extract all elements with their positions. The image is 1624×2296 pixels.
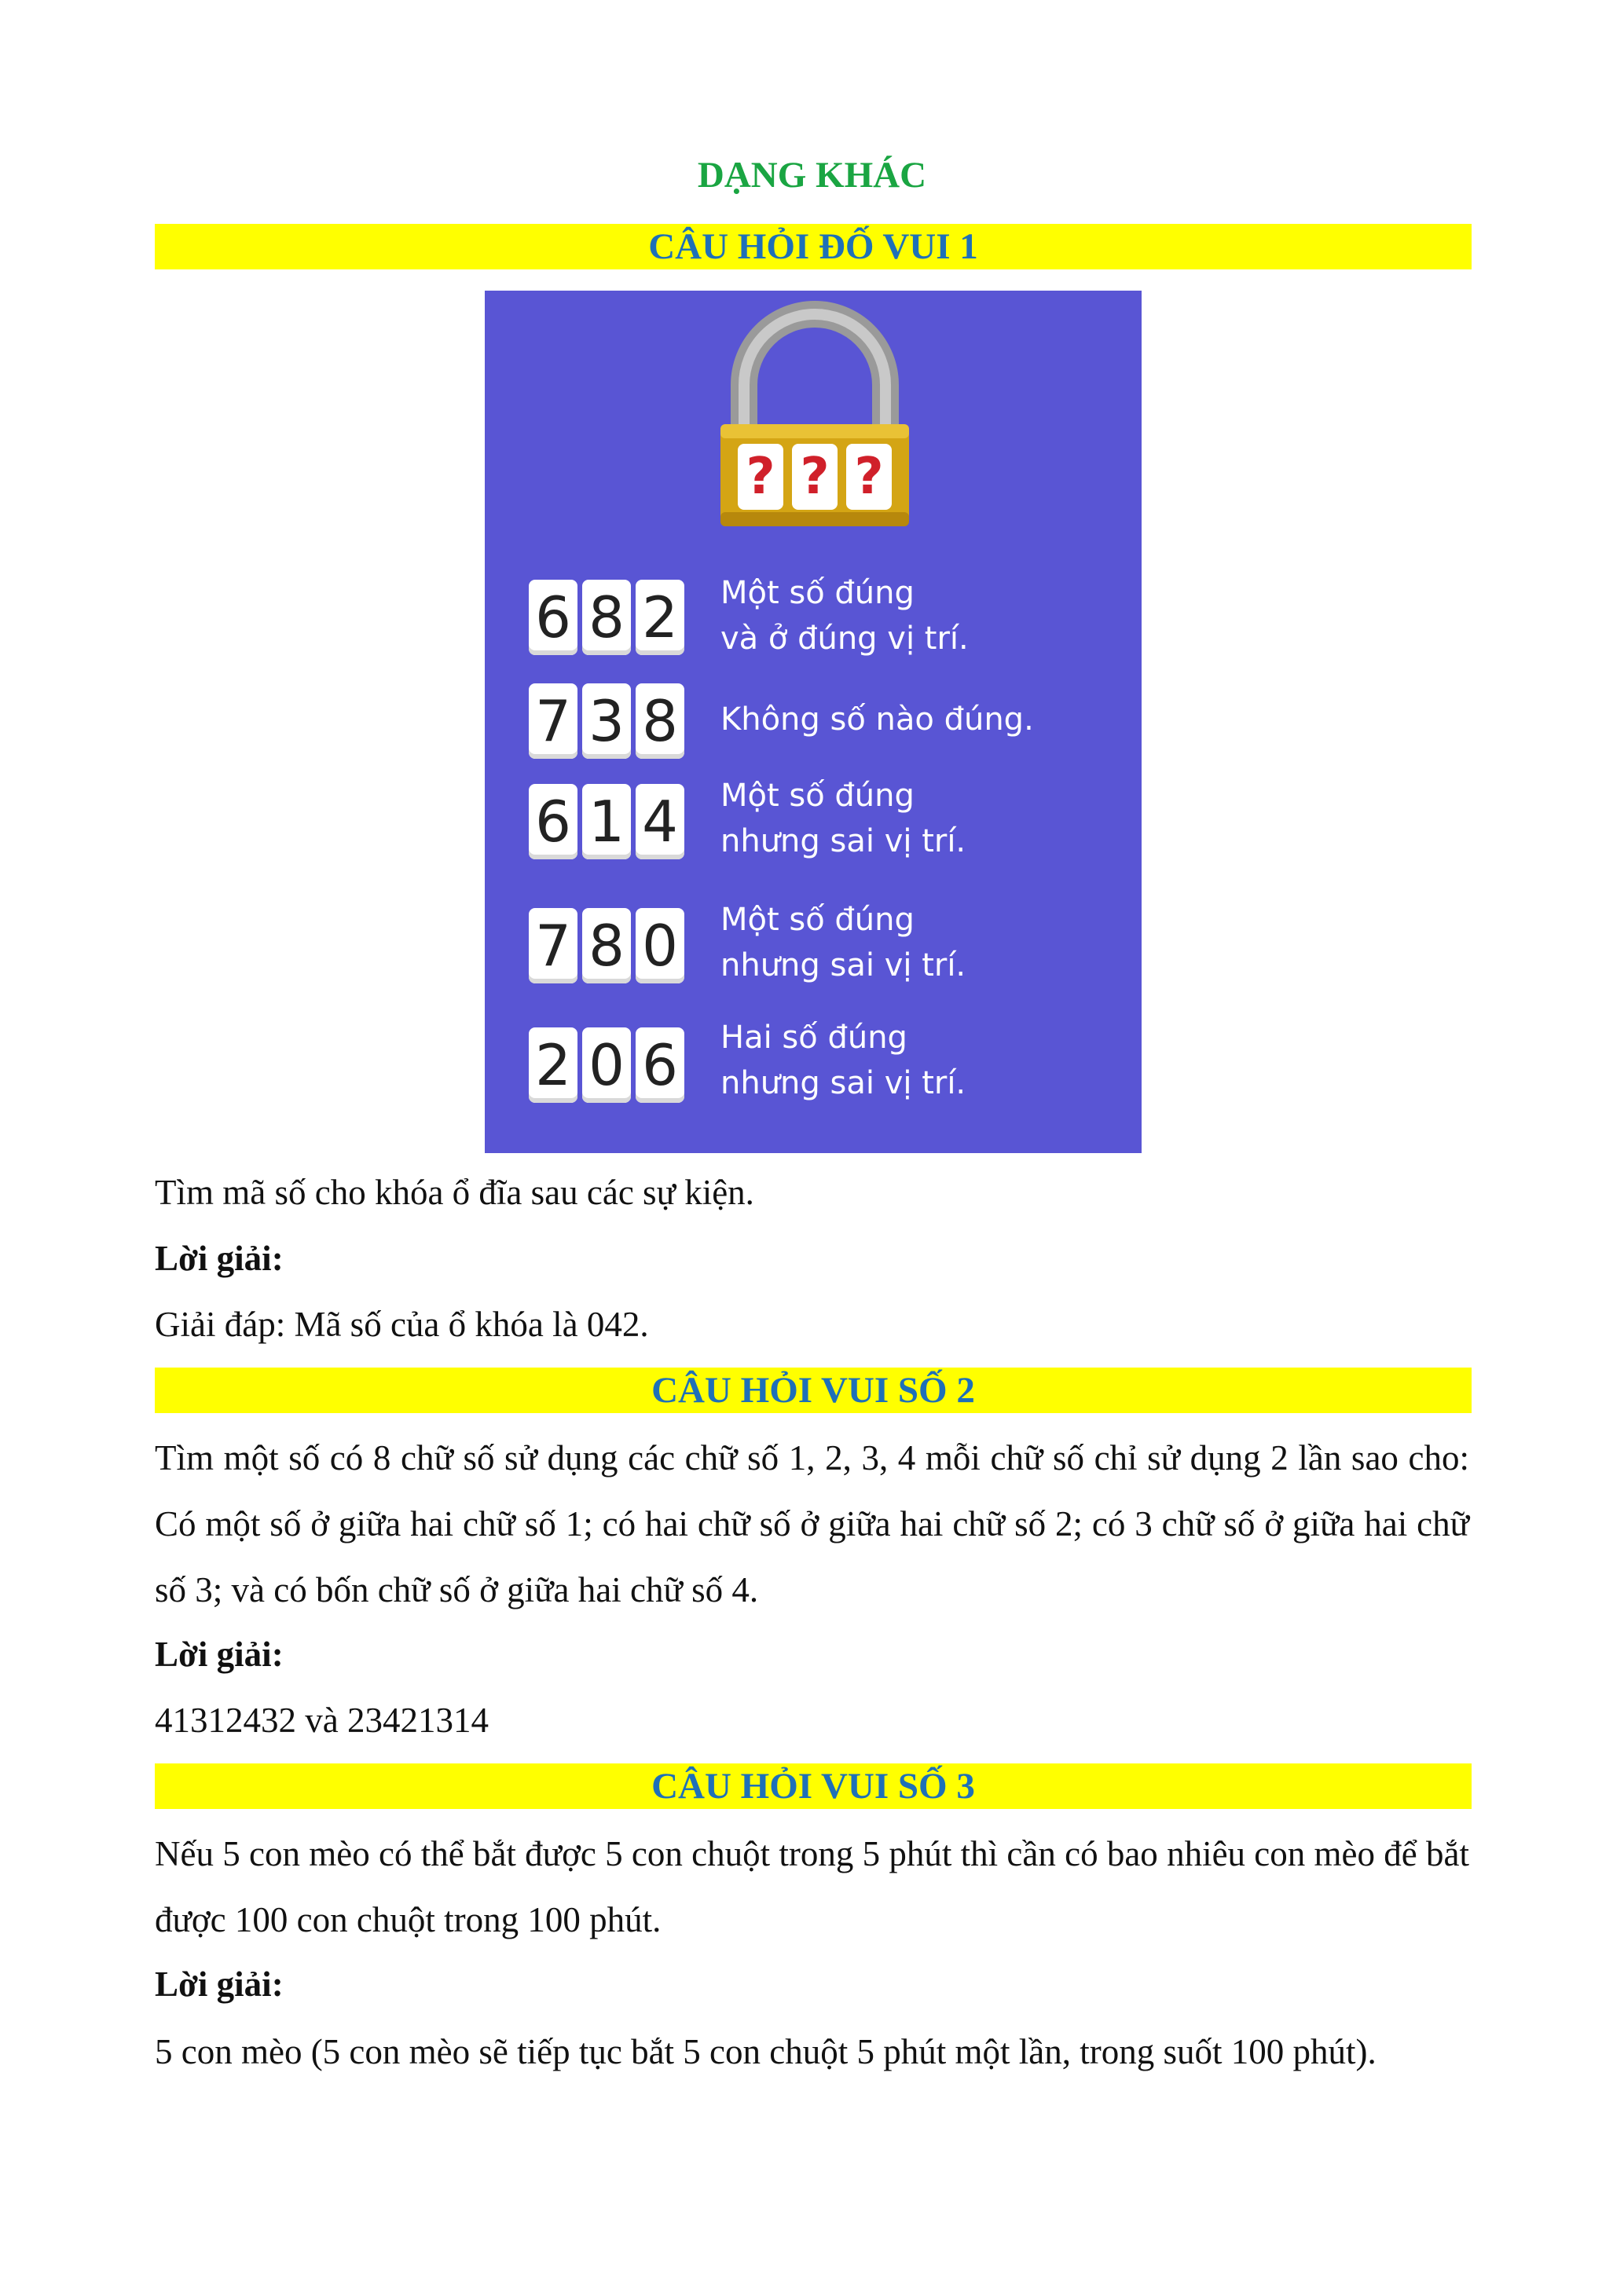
code-digit: 3 [582,683,631,759]
code-digit: 4 [636,784,684,859]
lock-puzzle-image [485,291,1142,1153]
lock-digit: ? [738,444,783,510]
code-digit: 2 [529,1027,577,1103]
hint-text: Hai số đúng [720,1020,907,1056]
code-digit: 8 [582,908,631,983]
answer-text: 41312432 và 23421314 [155,1701,489,1740]
page-title: DẠNG KHÁC [697,155,927,196]
hint-text: nhưng sai vị trí. [720,1065,966,1101]
code-digit: 6 [636,1027,684,1103]
code-digit: 1 [582,784,631,859]
hint-text: nhưng sai vị trí. [720,823,966,859]
solution-label: Lời giải: [155,1239,284,1278]
hint-text: và ở đúng vị trí. [720,621,969,657]
code-digit: 8 [582,580,631,655]
section-3-heading: CÂU HỎI VUI SỐ 3 [155,1763,1472,1809]
section-2-heading: CÂU HỎI VUI SỐ 2 [155,1368,1472,1413]
hint-text: Không số nào đúng. [720,701,1034,738]
lock-digit: ? [792,444,838,510]
code-digit: 7 [529,908,577,983]
section-1-heading: CÂU HỎI ĐỐ VUI 1 [155,224,1472,269]
code-digit: 7 [529,683,577,759]
lock-code-display [738,444,892,510]
hint-text: Một số đúng [720,778,915,814]
solution-label: Lời giải: [155,1635,284,1674]
code-digit: 2 [636,580,684,655]
hint-text: Một số đúng [720,575,915,611]
answer-text: Giải đáp: Mã số của ổ khóa là 042. [155,1305,649,1344]
code-digit: 0 [582,1027,631,1103]
answer-text: 5 con mèo (5 con mèo sẽ tiếp tục bắt 5 con chuột 5 phút một lần, trong suốt 100 phút). [155,2032,1377,2071]
hint-text: nhưng sai vị trí. [720,947,966,983]
code-digit: 8 [636,683,684,759]
lock-digit: ? [846,444,892,510]
question-text: Tìm mã số cho khóa ổ đĩa sau các sự kiện. [155,1173,754,1212]
code-digit: 6 [529,580,577,655]
question-text: Nếu 5 con mèo có thể bắt được 5 con chuột trong 5 phút thì cần có bao nhiêu con mèo để bắt được 100 con chuột trong 100 phút. [155,1834,1469,1939]
code-digit: 6 [529,784,577,859]
code-digit: 0 [636,908,684,983]
hint-text: Một số đúng [720,902,915,938]
question-text: Tìm một số có 8 chữ số sử dụng các chữ số 1, 2, 3, 4 mỗi chữ số chỉ sử dụng 2 lần sao cho: Có một số ở giữa hai chữ số 1; có hai chữ số ở giữa hai chữ số 2; có 3 chữ số ở giữa hai chữ số 3; và có bốn chữ số ở giữa hai chữ số 4. [155,1438,1469,1609]
solution-label: Lời giải: [155,1965,284,2004]
